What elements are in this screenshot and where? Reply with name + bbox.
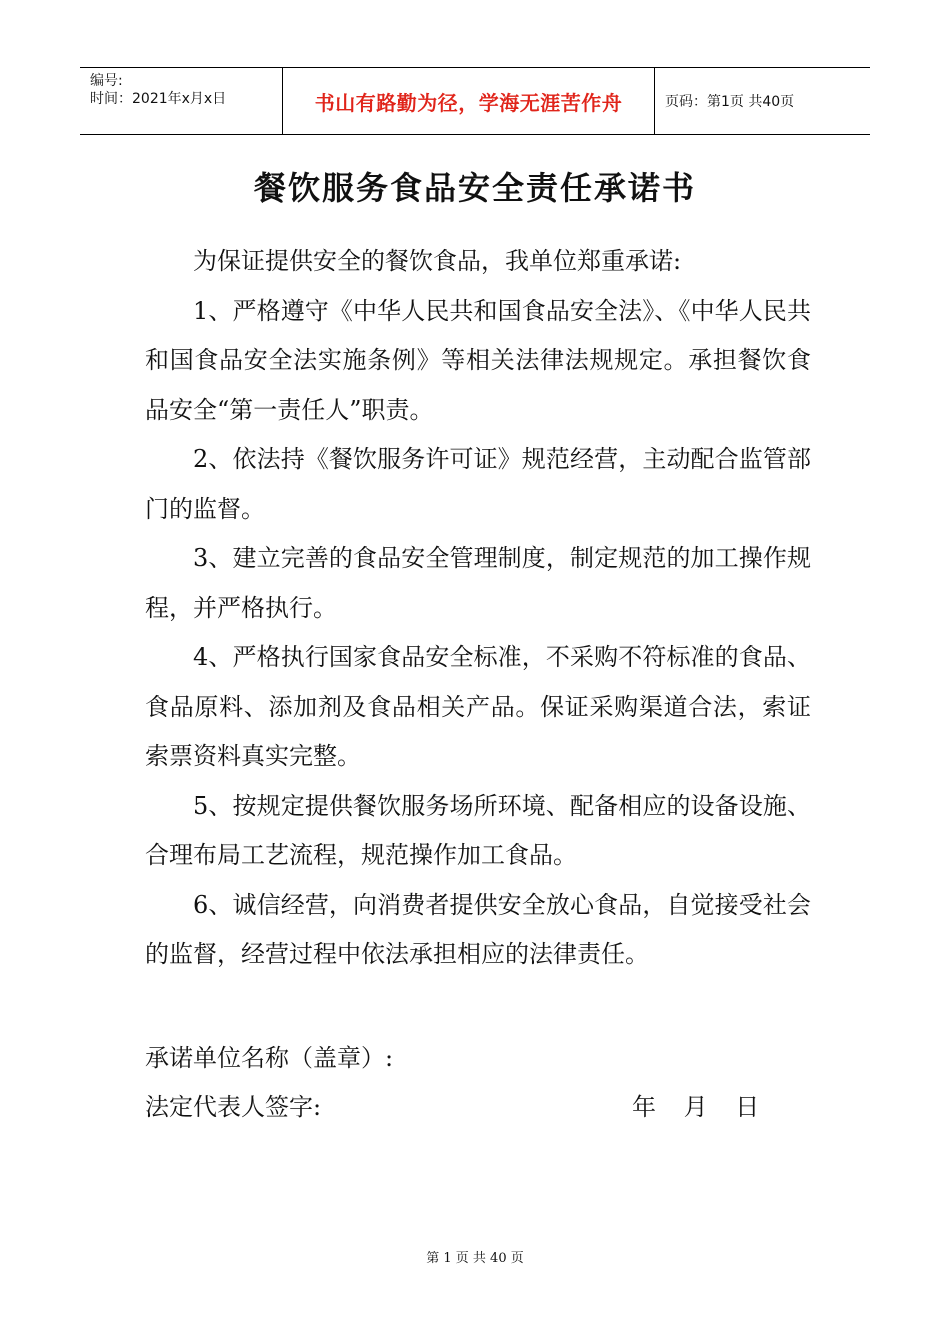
- page-footer: 第 1 页 共 40 页: [426, 1251, 524, 1266]
- document-number-label: 编号:: [90, 73, 123, 89]
- document-header: [80, 67, 870, 135]
- commitment-paragraph-1: 1、严格遵守《中华人民共和国食品安全法》、《中华人民共和国食品安全法实施条例》等相关法律法规规定。承担餐饮食品安全“第一责任人”职责。: [145, 296, 811, 424]
- commitment-paragraph-5: 5、按规定提供餐饮服务场所环境、配备相应的设备设施、合理布局工艺流程，规范操作加工食品。: [145, 791, 811, 869]
- document-time-label: 时间：2021年x月x日: [90, 91, 227, 107]
- header-page-code: 页码：第1页 共40页: [665, 94, 795, 110]
- signature-date-blank: 年 月 日: [632, 1093, 760, 1121]
- intro-paragraph: 为保证提供安全的餐饮食品，我单位郑重承诺:: [193, 247, 682, 275]
- commitment-paragraph-2: 2、依法持《餐饮服务许可证》规范经营，主动配合监管部门的监督。: [145, 445, 811, 523]
- header-meta: [80, 68, 283, 134]
- commitment-paragraph-3: 3、建立完善的食品安全管理制度，制定规范的加工操作规程，并严格执行。: [145, 544, 811, 622]
- signature-unit-label: 承诺单位名称（盖章）:: [145, 1044, 394, 1072]
- header-motto: 书山有路勤为径，学海无涯苦作舟: [314, 90, 623, 115]
- commitment-paragraph-6: 6、诚信经营，向消费者提供安全放心食品，自觉接受社会的监督，经营过程中依法承担相应的法律责任。: [145, 890, 811, 968]
- signature-rep-label: 法定代表人签字:: [145, 1093, 322, 1121]
- header-motto-cell: [283, 68, 655, 134]
- commitment-paragraph-4: 4、严格执行国家食品安全标准，不采购不符标准的食品、食品原料、添加剂及食品相关产品。保证采购渠道合法，索证索票资料真实完整。: [145, 643, 811, 770]
- document-body: [145, 237, 811, 980]
- document-title: 餐饮服务食品安全责任承诺书: [253, 169, 696, 207]
- signature-rep-row: [145, 1092, 811, 1122]
